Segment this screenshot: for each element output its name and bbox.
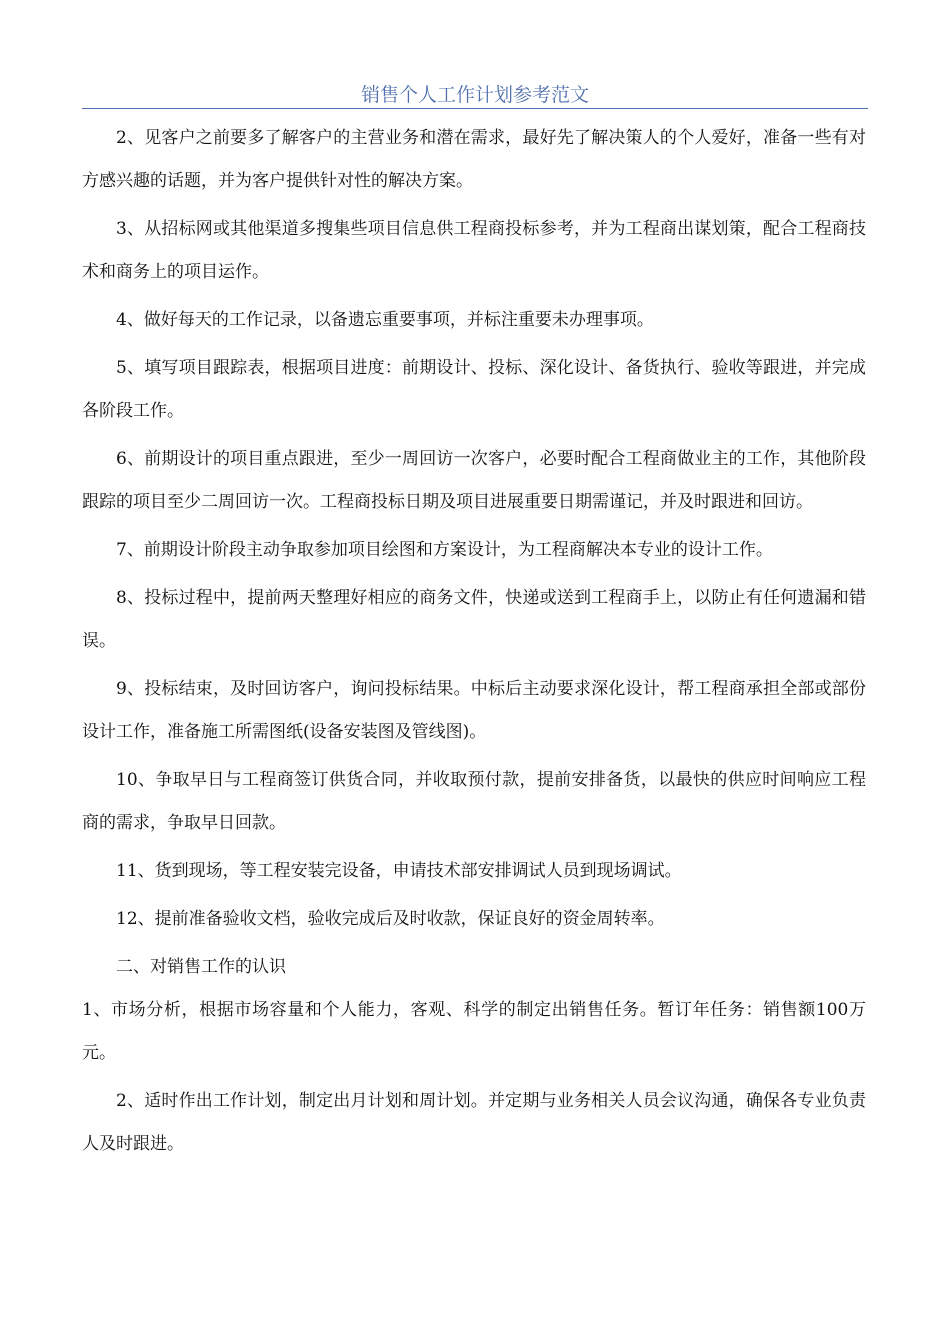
paragraph-section2-item-1: 1、市场分析，根据市场容量和个人能力，客观、科学的制定出销售任务。暂订年任务：销售额100万元。 <box>82 1000 866 1063</box>
paragraph-item-5: 5、填写项目跟踪表，根据项目进度：前期设计、投标、深化设计、备货执行、验收等跟进，并完成各阶段工作。 <box>82 358 866 421</box>
paragraph-item-2: 2、见客户之前要多了解客户的主营业务和潜在需求，最好先了解决策人的个人爱好，准备一些有对方感兴趣的话题，并为客户提供针对性的解决方案。 <box>82 128 866 191</box>
paragraph-item-11: 11、货到现场，等工程安装完设备，申请技术部安排调试人员到现场调试。 <box>116 861 682 881</box>
header-divider <box>82 108 868 109</box>
document-body <box>82 117 866 1171</box>
paragraph-item-3: 3、从招标网或其他渠道多搜集些项目信息供工程商投标参考，并为工程商出谋划策，配合工程商技术和商务上的项目运作。 <box>82 219 866 282</box>
section-heading: 二、对销售工作的认识 <box>116 957 286 977</box>
paragraph-item-12: 12、提前准备验收文档，验收完成后及时收款，保证良好的资金周转率。 <box>116 909 665 929</box>
paragraph-item-4: 4、做好每天的工作记录，以备遗忘重要事项，并标注重要未办理事项。 <box>116 310 654 330</box>
paragraph-item-6: 6、前期设计的项目重点跟进，至少一周回访一次客户，必要时配合工程商做业主的工作，其他阶段跟踪的项目至少二周回访一次。工程商投标日期及项目进展重要日期需谨记，并及时跟进和回访。 <box>82 449 866 512</box>
paragraph-item-8: 8、投标过程中，提前两天整理好相应的商务文件，快递或送到工程商手上，以防止有任何遗漏和错误。 <box>82 588 866 651</box>
page-header-title: 销售个人工作计划参考范文 <box>360 84 589 106</box>
paragraph-item-10: 10、争取早日与工程商签订供货合同，并收取预付款，提前安排备货，以最快的供应时间响应工程商的需求，争取早日回款。 <box>82 770 866 833</box>
paragraph-item-9: 9、投标结束，及时回访客户，询问投标结果。中标后主动要求深化设计，帮工程商承担全部或部份设计工作，准备施工所需图纸(设备安装图及管线图)。 <box>82 679 866 742</box>
paragraph-section2-item-2: 2、适时作出工作计划，制定出月计划和周计划。并定期与业务相关人员会议沟通，确保各专业负责人及时跟进。 <box>82 1091 866 1154</box>
paragraph-item-7: 7、前期设计阶段主动争取参加项目绘图和方案设计，为工程商解决本专业的设计工作。 <box>116 540 773 560</box>
